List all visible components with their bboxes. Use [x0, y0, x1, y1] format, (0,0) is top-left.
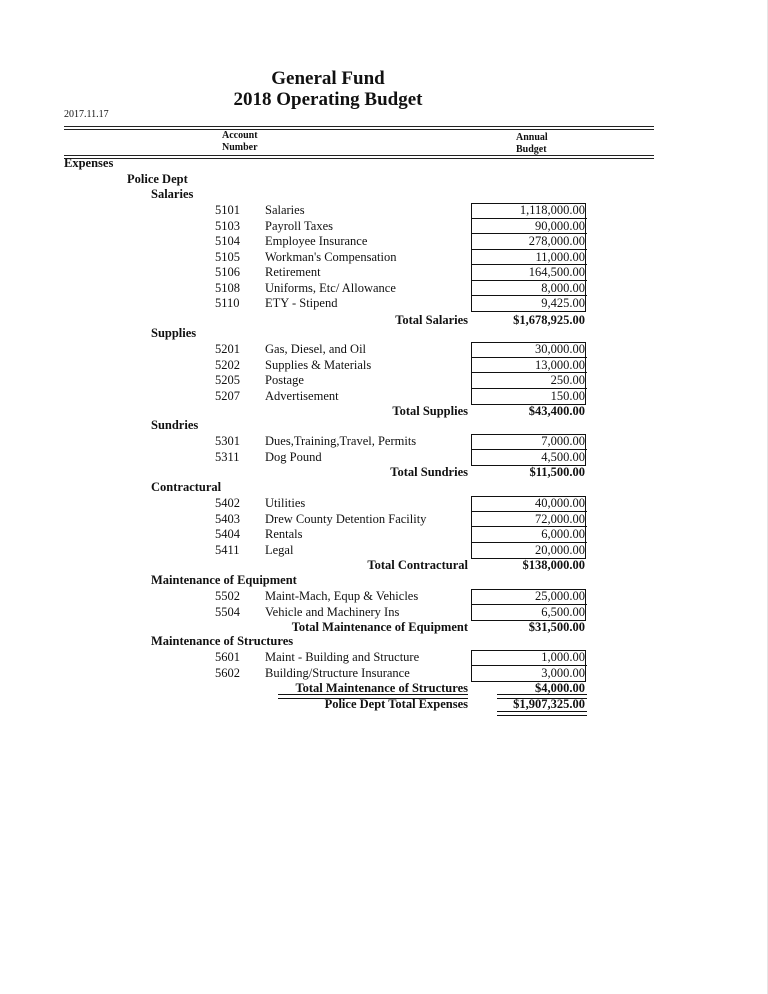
line-item-amount: 30,000.00	[471, 342, 587, 358]
total-supplies-value: $43,400.00	[528, 404, 585, 418]
total-maint-equipment-label: Total Maintenance of Equipment	[291, 620, 468, 634]
department-heading: Police Dept	[127, 172, 188, 186]
total-salaries-label: Total Salaries	[395, 313, 468, 327]
line-item-amount: 6,500.00	[541, 604, 585, 619]
total-maint-structures-value: $4,000.00	[535, 681, 585, 695]
line-item-amount: 278,000.00	[471, 234, 587, 250]
section-heading-maint-equipment: Maintenance of Equipment	[151, 573, 297, 587]
expenses-label: Expenses	[64, 156, 114, 170]
account-number: 5201	[215, 342, 240, 356]
line-item-amount: 250.00	[471, 373, 587, 389]
section-heading-sundries: Sundries	[151, 418, 199, 432]
line-item-description: Utilities	[265, 496, 306, 510]
line-item-amount: 150.00	[550, 388, 585, 403]
line-item-description: Dues,Training,Travel, Permits	[265, 434, 417, 448]
line-item-amount: 9,425.00	[541, 296, 585, 310]
total-maint-structures-label: Total Maintenance of Structures	[295, 681, 468, 695]
total-sundries-label: Total Sundries	[390, 465, 468, 479]
header-rule-bottom-2	[64, 158, 654, 159]
line-item-amount: 72,000.00	[471, 512, 587, 528]
account-number: 5101	[215, 203, 240, 217]
line-item-amount: 25,000.00	[471, 589, 587, 605]
line-item-amount: 90,000.00	[471, 219, 587, 235]
line-item-amount: 20,000.00	[535, 542, 585, 557]
account-number: 5403	[215, 511, 240, 526]
account-number: 5602	[215, 665, 240, 680]
line-item-description: Maint - Building and Structure	[265, 650, 420, 664]
total-maint-equipment-value: $31,500.00	[528, 620, 585, 634]
line-item-description: Employee Insurance	[265, 234, 368, 248]
line-item-amount: 164,500.00	[471, 265, 587, 281]
total-contractural-value: $138,000.00	[522, 558, 585, 572]
section-heading-supplies: Supplies	[151, 326, 197, 340]
line-item-description: Drew County Detention Facility	[265, 511, 427, 526]
line-item-amount: 8,000.00	[471, 281, 587, 297]
column-header-budget: Budget	[516, 144, 547, 155]
line-item-description: Workman's Compensation	[265, 249, 397, 264]
total-supplies-label: Total Supplies	[392, 404, 468, 418]
line-item-description: Rentals	[265, 527, 303, 541]
line-item-amount: 6,000.00	[471, 527, 587, 543]
line-item-description: Building/Structure Insurance	[265, 665, 410, 680]
line-item-amount: 7,000.00	[471, 434, 587, 450]
account-number: 5108	[215, 280, 240, 295]
account-number: 5301	[215, 434, 240, 448]
section-heading-salaries: Salaries	[151, 187, 194, 201]
line-item-description: Supplies & Materials	[265, 357, 372, 372]
section-heading-maint-structures: Maintenance of Structures	[151, 634, 294, 648]
account-number: 5502	[215, 589, 240, 603]
line-item-description: Vehicle and Machinery Ins	[265, 604, 400, 619]
document-date: 2017.11.17	[64, 109, 109, 120]
section-heading-contractural: Contractural	[151, 480, 222, 494]
line-item-amount: 1,118,000.00	[471, 203, 587, 219]
line-item-description: Advertisement	[265, 388, 339, 403]
line-item-description: Gas, Diesel, and Oil	[265, 342, 367, 356]
header-rule-top-2	[64, 129, 654, 130]
account-number: 5110	[215, 296, 240, 310]
document-title: General Fund	[271, 68, 385, 89]
line-item-amount: 13,000.00	[471, 358, 587, 374]
account-number: 5504	[215, 604, 240, 619]
total-contractural-label: Total Contractural	[367, 558, 468, 572]
account-number: 5103	[215, 218, 240, 233]
column-header-account: Account	[222, 130, 258, 141]
line-item-description: ETY - Stipend	[265, 296, 338, 310]
line-item-amount: 11,000.00	[471, 250, 587, 266]
column-header-number: Number	[222, 142, 258, 153]
column-header-annual: Annual	[516, 132, 548, 143]
account-number: 5207	[215, 388, 240, 403]
account-number: 5105	[215, 249, 240, 264]
total-sundries-value: $11,500.00	[529, 465, 585, 479]
header-rule-bottom	[64, 155, 654, 156]
grand-total-value: $1,907,325.00	[513, 697, 585, 711]
grand-total-double-underline	[497, 711, 587, 716]
line-item-description: Uniforms, Etc/ Allowance	[265, 280, 396, 295]
account-number: 5411	[215, 542, 240, 557]
account-number: 5104	[215, 234, 240, 248]
account-number: 5404	[215, 527, 240, 541]
line-item-description: Salaries	[265, 203, 305, 217]
line-item-description: Dog Pound	[265, 449, 322, 464]
line-item-description: Retirement	[265, 265, 321, 279]
line-item-description: Maint-Mach, Equp & Vehicles	[265, 589, 419, 603]
line-item-amount: 1,000.00	[471, 650, 587, 666]
account-number: 5202	[215, 357, 240, 372]
line-item-description: Legal	[265, 542, 294, 557]
account-number: 5106	[215, 265, 240, 279]
line-item-description: Payroll Taxes	[265, 218, 333, 233]
document-subtitle: 2018 Operating Budget	[233, 89, 423, 110]
line-item-description: Postage	[265, 373, 304, 387]
account-number: 5402	[215, 496, 240, 510]
line-item-amount: 40,000.00	[471, 496, 587, 512]
line-item-amount: 4,500.00	[541, 449, 585, 464]
grand-total-label: Police Dept Total Expenses	[324, 697, 468, 711]
account-number: 5311	[215, 449, 240, 464]
total-salaries-value: $1,678,925.00	[513, 313, 585, 327]
line-item-amount: 3,000.00	[541, 665, 585, 680]
account-number: 5205	[215, 373, 240, 387]
header-rule-top	[64, 126, 654, 127]
account-number: 5601	[215, 650, 240, 664]
